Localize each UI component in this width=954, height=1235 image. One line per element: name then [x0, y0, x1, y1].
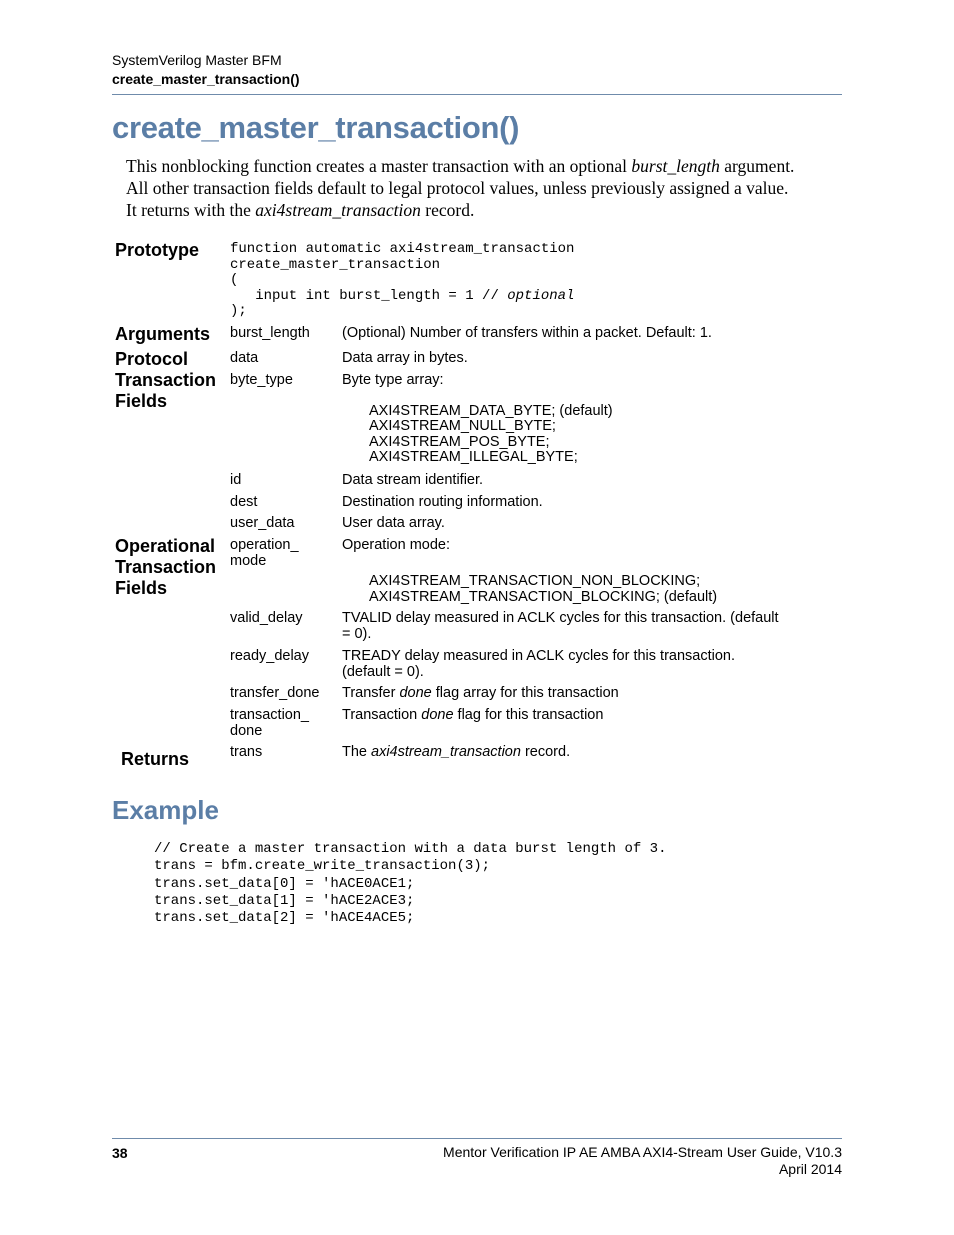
running-header-section: SystemVerilog Master BFM [112, 52, 282, 68]
prototype-comment: optional [507, 287, 575, 304]
intro-line-2 [126, 177, 846, 199]
arguments-label: Arguments [115, 324, 211, 344]
enum-value: AXI4STREAM_TRANSACTION_NON_BLOCKING; [369, 573, 701, 589]
field-description: Destination routing information. [342, 494, 543, 510]
field-description [342, 685, 619, 701]
intro-line-1 [126, 155, 846, 177]
enum-value: AXI4STREAM_POS_BYTE; [369, 434, 550, 450]
field-name: valid_delay [230, 610, 303, 626]
field-description: Data array in bytes. [342, 350, 468, 366]
footer-rule [112, 1138, 842, 1139]
return-name: trans [230, 744, 263, 760]
intro-text: argument. [719, 156, 795, 176]
field-description: Data stream identifier. [342, 472, 484, 488]
field-name: transfer_done [230, 685, 320, 701]
description-emphasis: done [421, 707, 454, 723]
example-heading: Example [112, 795, 219, 825]
page-number: 38 [112, 1145, 128, 1161]
operational-fields-label: Operational Transaction Fields [115, 536, 217, 598]
field-description [342, 707, 603, 723]
intro-line-3 [126, 199, 846, 221]
intro-emphasis: axi4stream_transaction [255, 200, 421, 220]
intro-text: All other transaction fields default to legal protocol values, unless previously assigned a value. [126, 178, 789, 198]
prototype-close: ); [230, 303, 247, 319]
publication-date: April 2014 [778, 1161, 842, 1177]
description-text: record. [520, 744, 571, 760]
running-header-function: create_master_transaction() [112, 71, 300, 87]
field-name: byte_type [230, 372, 293, 388]
field-name: user_data [230, 515, 295, 531]
field-description: TVALID delay measured in ACLK cycles for this transaction. (default = 0). [342, 610, 779, 642]
intro-text: This nonblocking function creates a master transaction with an optional [126, 156, 632, 176]
prototype-label: Prototype [115, 240, 200, 260]
intro-paragraph [126, 155, 846, 221]
page-title: create_master_transaction() [112, 110, 520, 145]
prototype-code [230, 242, 574, 320]
field-description: TREADY delay measured in ACLK cycles for this transaction. (default = 0). [342, 648, 736, 680]
description-text: flag array for this transaction [431, 685, 619, 701]
field-name: id [230, 472, 242, 488]
return-description [342, 744, 570, 760]
protocol-fields-label: Protocol Transaction Fields [115, 349, 217, 411]
field-name: transaction_ done [230, 707, 309, 739]
footer-info [443, 1144, 842, 1178]
description-text: Transfer [342, 685, 400, 701]
param-description: (Optional) Number of transfers within a packet. Default: 1. [342, 325, 712, 341]
enum-value: AXI4STREAM_NULL_BYTE; [369, 418, 556, 434]
prototype-code-text: function automatic axi4stream_transaction create_master_transaction ( input int burst_length = 1 // [230, 241, 575, 304]
example-code: // Create a master transaction with a data burst length of 3. trans = bfm.create_write_transaction(3); trans.set_data[0] = 'hACE0ACE1; trans.set_data[1] = 'hACE2ACE3; trans.set_data[2] = 'hACE4ACE5; [154, 841, 667, 927]
enum-value: AXI4STREAM_DATA_BYTE; (default) [369, 403, 613, 419]
field-description: Operation mode: [342, 537, 451, 553]
description-emphasis: axi4stream_transaction [371, 744, 521, 760]
description-text: Transaction [342, 707, 422, 723]
field-description: User data array. [342, 515, 445, 531]
param-name: burst_length [230, 325, 310, 341]
header-rule [112, 94, 842, 95]
guide-title: Mentor Verification IP AE AMBA AXI4-Stream User Guide, V10.3 [443, 1144, 842, 1160]
field-name: dest [230, 494, 258, 510]
description-emphasis: done [399, 685, 432, 701]
field-name: ready_delay [230, 648, 309, 664]
field-description: Byte type array: [342, 372, 444, 388]
intro-text: record. [420, 200, 475, 220]
intro-text: It returns with the [126, 200, 256, 220]
field-name: operation_ mode [230, 537, 299, 569]
field-name: data [230, 350, 259, 366]
intro-emphasis: burst_length [631, 156, 720, 176]
returns-label: Returns [121, 749, 190, 769]
enum-value: AXI4STREAM_TRANSACTION_BLOCKING; (default) [369, 589, 718, 605]
description-text: The [342, 744, 372, 760]
enum-value: AXI4STREAM_ILLEGAL_BYTE; [369, 449, 578, 465]
description-text: flag for this transaction [453, 707, 604, 723]
